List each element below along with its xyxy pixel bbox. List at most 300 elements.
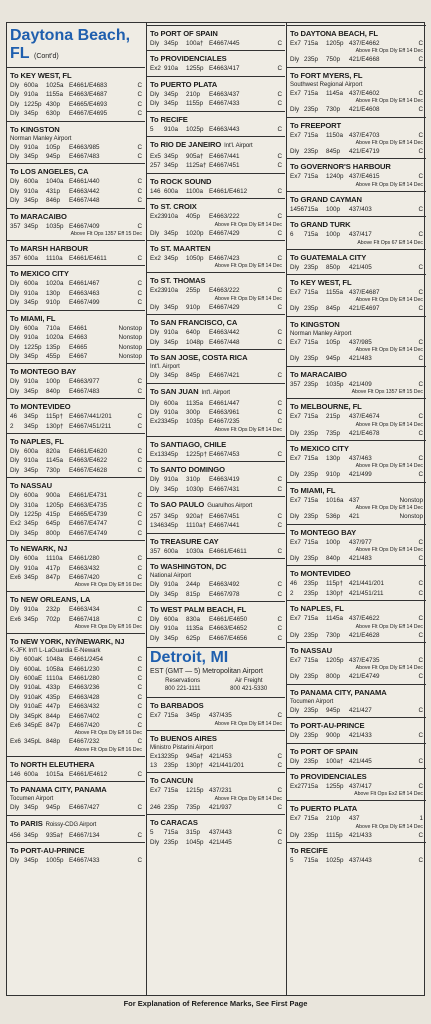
effective-date-note: Above Flt Ops Dly Eff 14 Dec: [355, 823, 423, 830]
schedule-stops: C: [137, 91, 142, 99]
schedule-arrive: 1115p: [326, 831, 343, 839]
destination-block: [150, 383, 282, 434]
schedule-flight: E4663/463: [69, 289, 100, 297]
destination-name: [10, 634, 142, 647]
schedule-flight: E4661/E4611: [209, 547, 247, 555]
schedule-row: [290, 512, 423, 521]
schedule-leave: 715a: [304, 289, 319, 297]
schedule-stops: C: [277, 547, 282, 555]
destination-block: [290, 316, 423, 364]
schedule-arrive: 405p: [186, 213, 201, 221]
schedule-days: Ex5: [150, 153, 161, 161]
schedule-leave: 345p: [24, 466, 39, 474]
schedule-leave: 600a: [164, 187, 179, 195]
destination-label: To MIAMI, FL: [290, 485, 336, 495]
schedule-flight: E4667/427: [69, 804, 100, 812]
schedule-row: [290, 454, 423, 463]
schedule-arrive: 115p†: [326, 580, 344, 588]
destination-label: To MONTEVIDEO: [290, 569, 351, 579]
schedule-days: Dly: [10, 100, 20, 108]
destination-block: [290, 440, 423, 480]
schedule-flight: E4661/440: [69, 178, 100, 186]
schedule-stops: Nonstop: [118, 352, 142, 360]
schedule-flight: E4667/E4749: [69, 529, 108, 537]
destination-name: [10, 364, 142, 377]
destination-label: To WASHINGTON, DC: [150, 562, 227, 572]
schedule-row: [10, 100, 142, 109]
schedule-arrive: 1135a: [186, 625, 204, 633]
destination-block: [290, 158, 423, 188]
destination-name: [290, 275, 423, 288]
schedule-leave: 910aK: [24, 693, 43, 701]
schedule-stops: C: [418, 673, 423, 681]
schedule-row: [290, 631, 423, 640]
schedule-row: [10, 81, 142, 90]
schedule-days: Dly: [10, 501, 20, 509]
schedule-row: [290, 147, 423, 156]
schedule-stops: C: [137, 187, 142, 195]
schedule-days: Dly: [290, 706, 300, 714]
schedule-row: [290, 172, 423, 181]
schedule-days: 5: [150, 125, 154, 133]
schedule-stops: C: [418, 757, 423, 765]
schedule-arrive: 310p: [186, 476, 201, 484]
destination-label: To KINGSTON: [290, 319, 340, 329]
destination-label: To WEST PALM BEACH, FL: [150, 604, 247, 614]
destination-block: [10, 310, 142, 362]
schedule-stops: C: [418, 106, 423, 114]
schedule-leave: 235p: [304, 471, 319, 479]
effective-date-note: Above Flt Ops Dly Eff 16 Dec: [74, 746, 142, 753]
airport-name: Southwest Regional Airport: [290, 81, 363, 88]
schedule-row: [150, 838, 282, 847]
destination-label: To PORT OF SPAIN: [290, 746, 358, 756]
schedule-leave: 910a: [164, 213, 179, 221]
destination-block: [290, 600, 423, 640]
schedule-leave: 600a: [24, 255, 39, 263]
schedule-leave: 715a: [304, 496, 319, 504]
reservations-phone: 800 221-1111: [164, 686, 201, 693]
schedule-stops: C: [418, 454, 423, 462]
schedule-leave: 345p: [164, 590, 179, 598]
schedule-row: [10, 674, 142, 683]
schedule-arrive: 1035p: [326, 380, 344, 388]
destination-label: To SAN JUAN: [150, 386, 199, 396]
schedule-arrive: 255p: [186, 287, 201, 295]
schedule-arrive: 845p: [326, 305, 341, 313]
schedule-arrive: 910p: [186, 303, 201, 311]
schedule-row: [290, 105, 423, 114]
schedule-days: Dly: [10, 466, 20, 474]
schedule-flight: E4667/429: [209, 303, 240, 311]
schedule-stops: C: [277, 829, 282, 837]
schedule-row: [10, 702, 142, 711]
schedule-days: 357: [150, 547, 161, 555]
schedule-stops: C: [418, 89, 423, 97]
schedule-days: Ex7: [290, 538, 301, 546]
schedule-row: [150, 39, 282, 48]
schedule-flight: E4663/961: [209, 408, 240, 416]
schedule-days: Dly: [150, 372, 160, 380]
destination-block: [290, 25, 423, 65]
schedule-stops: C: [137, 280, 142, 288]
schedule-arrive: 702p: [46, 615, 61, 623]
schedule-arrive: 920a†: [186, 512, 204, 520]
destination-name: [290, 441, 423, 454]
continued-note: (Cont'd): [34, 53, 59, 60]
destination-name: [290, 566, 423, 579]
schedule-days: 357: [10, 222, 21, 230]
schedule-flight: 437/E4662: [349, 40, 380, 47]
schedule-leave: 235p: [304, 380, 319, 388]
destination-block: [290, 191, 423, 214]
schedule-days: Ex6: [10, 615, 21, 623]
schedule-flight: 437: [349, 496, 360, 504]
destination-label: To RIO DE JANEIRO: [150, 140, 222, 150]
destination-name: [10, 816, 142, 831]
schedule-flight: E4667/420: [69, 722, 100, 730]
schedule-leave: 600aK: [24, 656, 43, 664]
destination-label: To BUENOS AIRES: [150, 733, 217, 743]
schedule-arrive: 1020a: [46, 334, 64, 342]
schedule-stops: C: [137, 656, 142, 664]
schedule-row: [290, 205, 423, 214]
destination-name: [10, 209, 142, 222]
schedule-days: Dly: [150, 476, 160, 484]
schedule-stops: C: [277, 615, 282, 623]
schedule-stops: C: [277, 153, 282, 161]
schedule-days: Dly: [10, 153, 20, 161]
schedule-flight: 437/E4622: [349, 615, 380, 623]
schedule-days: Dly: [150, 590, 160, 598]
schedule-arrive: 130p†: [326, 589, 344, 597]
destination-label: To PROVIDENCIALES: [150, 54, 227, 64]
schedule-row: [150, 624, 282, 633]
effective-date-note: Above Flt Ops Dly Eff 14 Dec: [355, 665, 423, 672]
schedule-leave: 345p: [24, 520, 39, 528]
destination-name: [290, 769, 423, 782]
schedule-stops: C: [277, 762, 282, 769]
schedule-flight: E4663/E4687: [69, 91, 108, 99]
destination-block: [290, 366, 423, 396]
destination-name: [290, 118, 423, 131]
effective-date-note: Above Flt Ops Dly Eff 14 Dec: [214, 263, 282, 270]
destination-label: To NASSAU: [290, 645, 332, 655]
schedule-days: Ex13: [150, 752, 165, 760]
schedule-days: 5: [290, 857, 294, 865]
schedule-stops: C: [277, 229, 282, 237]
airport-name: Int'l. Airport: [224, 143, 253, 150]
air-freight-phone: 800 421-5330: [230, 686, 268, 693]
schedule-stops: C: [277, 803, 282, 811]
destination-block: [10, 633, 142, 754]
schedule-arrive: 431p: [46, 187, 61, 195]
schedule-flight: E4667/441: [209, 153, 240, 161]
schedule-days: Dly: [10, 378, 20, 386]
destination-block: [290, 249, 423, 272]
schedule-leave: 235p: [164, 838, 179, 846]
schedule-flight: 437/E4615: [349, 173, 380, 181]
schedule-row: [10, 491, 142, 500]
schedule-stops: C: [137, 555, 142, 563]
schedule-days: Ex7: [290, 89, 301, 97]
schedule-leave: 345p: [24, 422, 39, 430]
schedule-days: Dly: [10, 280, 20, 288]
schedule-stops: C: [137, 615, 142, 623]
schedule-arrive: 630p: [46, 110, 61, 118]
schedule-arrive: 900a: [46, 492, 61, 500]
schedule-leave: 1225p: [24, 510, 42, 518]
schedule-stops: C: [418, 656, 423, 664]
schedule-stops: C: [277, 476, 282, 484]
schedule-stops: C: [277, 65, 282, 73]
schedule-days: Dly: [10, 656, 20, 664]
destination-label: To MEXICO CITY: [290, 443, 349, 453]
schedule-flight: 437/977: [349, 538, 372, 546]
schedule-stops: C: [418, 205, 423, 213]
destination-label: To MIAMI, FL: [10, 313, 56, 323]
schedule-days: Dly: [290, 673, 300, 681]
schedule-days: Dly: [290, 631, 300, 639]
schedule-row: [10, 343, 142, 352]
schedule-arrive: 135p: [46, 343, 61, 351]
schedule-flight: E4663/428: [69, 693, 100, 701]
schedule-days: Dly: [10, 510, 20, 518]
schedule-row: [10, 693, 142, 702]
schedule-days: Dly: [10, 457, 20, 465]
schedule-flight: 421/E4628: [349, 631, 380, 639]
timetable-column: [7, 23, 145, 995]
schedule-leave: 715a: [304, 656, 319, 664]
destination-name: [150, 698, 282, 711]
schedule-arrive: 435p: [46, 693, 61, 701]
schedule-flight: 421/427: [349, 706, 372, 714]
destination-label: To CANCUN: [150, 776, 193, 786]
schedule-days: Dly: [290, 554, 300, 562]
schedule-leave: 715a: [304, 231, 319, 239]
schedule-row: [150, 229, 282, 238]
schedule-arrive: 820a: [46, 447, 61, 455]
schedule-stops: C: [137, 574, 142, 581]
schedule-days: Dly: [150, 634, 160, 642]
schedule-stops: C: [137, 738, 142, 746]
schedule-leave: 1225p: [24, 100, 42, 108]
schedule-flight: E4663/432: [69, 564, 100, 572]
schedule-row: [10, 352, 142, 361]
schedule-days: Dly: [290, 429, 300, 437]
schedule-leave: 345p: [164, 372, 179, 380]
schedule-arrive: 1145a: [326, 615, 344, 623]
schedule-stops: C: [137, 100, 142, 108]
schedule-leave: 235p: [304, 263, 319, 271]
schedule-leave: 910aL: [24, 684, 42, 692]
schedule-arrive: 130p: [46, 289, 61, 297]
schedule-flight: E4661: [69, 324, 88, 332]
destination-label: To NEW YORK, NY/NEWARK, NJ: [10, 637, 125, 647]
schedule-leave: 600a: [24, 324, 39, 332]
destination-label: To MELBOURNE, FL: [290, 402, 362, 412]
schedule-flight: 421/E4678: [349, 429, 380, 437]
schedule-leave: 600a: [24, 492, 39, 500]
schedule-leave: 345p: [164, 90, 179, 98]
effective-date-note: Above Flt Ops 1357 Eff 15 Dec: [351, 389, 423, 396]
schedule-flight: 421/433: [349, 831, 372, 839]
schedule-stops: C: [418, 471, 423, 479]
schedule-arrive: 105p: [46, 143, 61, 151]
destination-label: To NEW ORLEANS, LA: [10, 595, 91, 605]
schedule-arrive: 844p: [46, 712, 61, 720]
schedule-days: Dly: [10, 703, 20, 711]
destination-label: To MARSH HARBOUR: [10, 244, 88, 254]
destination-block: [150, 240, 282, 270]
schedule-row: [10, 422, 142, 431]
schedule-arrive: 100p: [326, 538, 341, 546]
schedule-leave: 345p: [24, 529, 39, 537]
schedule-arrive: 130p†: [186, 762, 204, 769]
schedule-arrive: 1145a: [326, 89, 344, 97]
destination-label: To KINGSTON: [10, 124, 60, 134]
effective-date-note: Above Flt Ops Dly Eff 14 Dec: [355, 421, 423, 428]
schedule-stops: C: [418, 589, 423, 597]
schedule-flight: 437/463: [349, 454, 372, 462]
schedule-days: Ex23: [150, 213, 165, 221]
schedule-leave: 910a: [24, 187, 39, 195]
schedule-leave: 345p: [164, 100, 179, 108]
schedule-stops: C: [418, 831, 423, 839]
schedule-days: Dly: [150, 303, 160, 311]
destination-block: [150, 272, 282, 312]
destination-label: To PANAMA CITY, PANAMA: [10, 785, 107, 795]
schedule-days: Dly: [10, 447, 20, 455]
airport-name: Tocumen Airport: [10, 796, 54, 803]
schedule-days: 146: [150, 187, 161, 195]
schedule-days: Dly: [10, 492, 20, 500]
destination-block: [290, 717, 423, 740]
destination-name: [290, 601, 423, 614]
schedule-leave: 345p: [164, 418, 179, 426]
schedule-flight: E4661/2454: [69, 656, 103, 664]
reservations-label: Reservations: [165, 678, 201, 685]
schedule-row: [150, 752, 282, 761]
schedule-stops: C: [137, 693, 142, 701]
schedule-arrive: 1005p: [46, 857, 64, 865]
schedule-leave: 345p: [164, 229, 179, 237]
schedule-days: Dly: [150, 329, 160, 337]
schedule-leave: 235p: [304, 56, 319, 64]
schedule-days: Dly: [10, 334, 20, 342]
schedule-arrive: 848p: [46, 738, 61, 746]
destination-block: [150, 314, 282, 347]
schedule-flight: 421/E4749: [349, 673, 380, 681]
schedule-leave: 345p: [164, 634, 179, 642]
schedule-arrive: 1048a: [46, 656, 64, 664]
schedule-row: [290, 304, 423, 313]
schedule-row: [150, 803, 282, 812]
destination-label: To PANAMA CITY, PANAMA: [290, 687, 387, 697]
schedule-arrive: 130p: [326, 454, 341, 462]
schedule-arrive: 1025p: [326, 857, 344, 865]
schedule-row: [150, 303, 282, 312]
schedule-row: [290, 782, 423, 791]
schedule-flight: E4667/499: [69, 299, 100, 307]
destination-block: [290, 216, 423, 246]
schedule-row: [290, 856, 423, 865]
destination-name: [290, 525, 423, 538]
schedule-leave: 235p: [304, 513, 319, 521]
schedule-arrive: 935a†: [46, 831, 64, 839]
schedule-days: Dly: [290, 56, 300, 64]
destination-name: [150, 559, 282, 572]
schedule-days: Ex7: [290, 338, 301, 346]
schedule-flight: E4667/421: [209, 372, 240, 380]
effective-date-note: Above Flt Ops Dly Eff 14 Dec: [355, 505, 423, 512]
schedule-days: Dly: [10, 299, 20, 307]
schedule-row: [150, 338, 282, 347]
schedule-leave: 715a: [304, 89, 319, 97]
destination-name: [150, 384, 282, 399]
time-zone-airport: EST (GMT — 5) Metropolitan Airport: [150, 668, 263, 676]
schedule-arrive: 215p: [326, 413, 341, 421]
schedule-row: [150, 152, 282, 161]
destination-name: [150, 273, 282, 286]
schedule-arrive: 910p: [326, 471, 341, 479]
schedule-arrive: 730p: [46, 466, 61, 474]
schedule-days: Dly: [10, 606, 20, 614]
destination-label: To PUERTO PLATA: [150, 79, 218, 89]
schedule-row: [290, 131, 423, 140]
destination-name: [290, 643, 423, 656]
schedule-row: [10, 803, 142, 812]
destination-name: [290, 26, 423, 39]
schedule-row: [150, 161, 282, 170]
schedule-leave: 910a: [24, 606, 39, 614]
schedule-row: [10, 333, 142, 342]
schedule-days: Dly: [10, 143, 20, 151]
schedule-row: [10, 289, 142, 298]
effective-date-note: Above Flt Ops Dly Eff 14 Dec: [355, 297, 423, 304]
schedule-days: Dly: [10, 387, 20, 395]
schedule-leave: 910a: [164, 125, 179, 133]
destination-label: To PUERTO PLATA: [290, 804, 358, 814]
destination-label: To SAN JOSE, COSTA RICA: [150, 353, 248, 363]
schedule-flight: E4667/134: [69, 831, 100, 839]
schedule-flight: 437/417: [349, 231, 372, 239]
schedule-days: 46: [290, 580, 298, 588]
effective-date-note: Above Flt Ops Dly Eff 14 Dec: [355, 623, 423, 630]
schedule-days: Dly: [10, 324, 20, 332]
schedule-stops: C: [137, 564, 142, 572]
effective-date-note: Above Flt Ops Dly Eff 14 Dec: [214, 426, 282, 433]
schedule-row: [10, 737, 142, 746]
destination-block: [150, 558, 282, 599]
schedule-row: [10, 770, 142, 779]
schedule-arrive: 433p: [46, 684, 61, 692]
schedule-row: [10, 324, 142, 333]
schedule-flight: E4663/442: [209, 329, 240, 337]
schedule-stops: C: [137, 520, 142, 528]
schedule-arrive: 1205p: [46, 501, 64, 509]
schedule-row: [10, 298, 142, 307]
schedule-flight: E4661/E4650: [209, 615, 248, 623]
destination-name: [150, 350, 282, 363]
schedule-arrive: 1058a: [46, 665, 64, 673]
schedule-flight: 421/E4608: [349, 106, 380, 114]
schedule-leave: 715a: [304, 538, 319, 546]
destination-name: [150, 241, 282, 254]
schedule-days: Dly: [150, 581, 160, 589]
effective-date-note: Above Flt Ops Dly Eff 14 Dec: [355, 98, 423, 105]
reservations-contact: [165, 677, 201, 693]
